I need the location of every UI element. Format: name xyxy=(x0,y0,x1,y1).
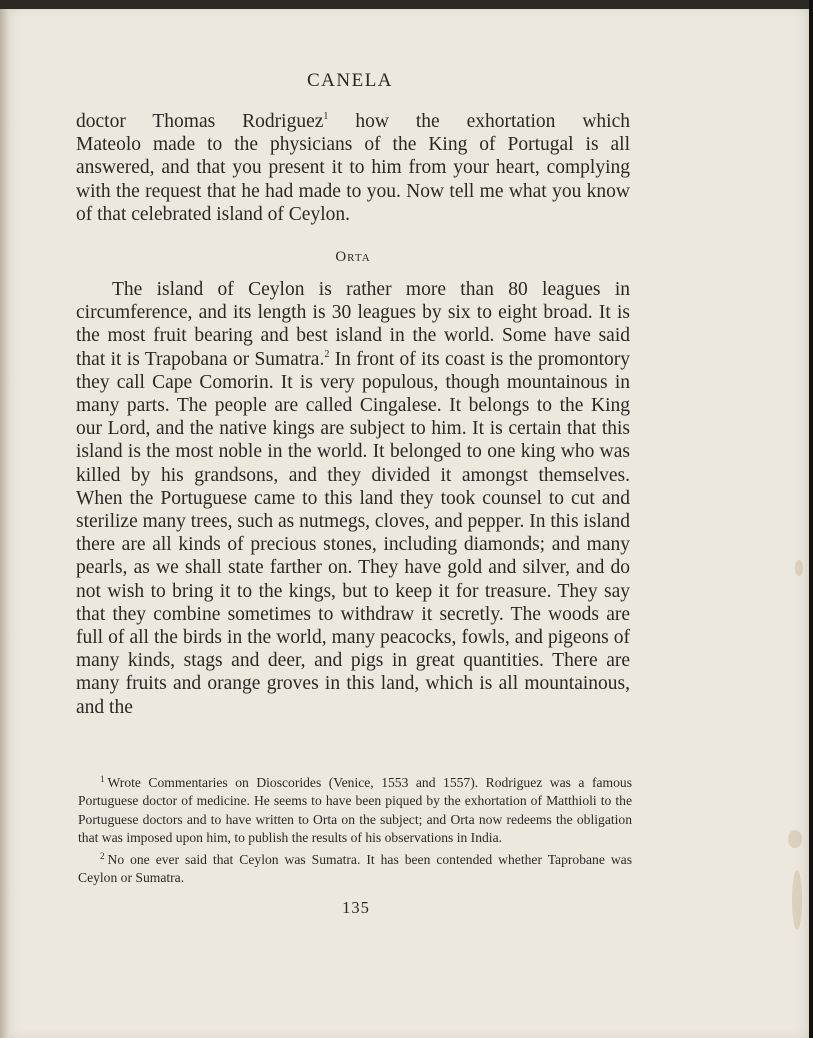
footnote-mark: 2 xyxy=(100,851,105,862)
speaker-heading: Orta xyxy=(335,249,371,265)
footnote-1 xyxy=(78,770,632,847)
intro-line-start: doctor Thomas Rodriguez xyxy=(76,111,324,132)
paper-stain xyxy=(788,830,802,848)
footnote-text: No one ever said that Ceylon was Sumatra. It has been contended whether Taprobane was Ceylon or Sumatra. xyxy=(78,852,632,886)
footnote-mark: 1 xyxy=(100,774,105,784)
intro-paragraph-text: Mateolo made to the physicians of the King of Portugal is all answered, and that you present it to him from your heart, complying with the request that he had made to you. Now tell me what you know of that celebrated island of Ceylon. xyxy=(76,134,630,225)
intro-paragraph xyxy=(76,110,630,226)
footnote-ref-2: 2 xyxy=(324,348,330,360)
orta-text-part2: In front of its coast is the promontory they call Cape Comorin. It is very populous, though mountainous in many parts. The people are called Cingalese. It belongs to the King our Lord, and the native kings are subject to him. It is certain that this island is the most noble in the world. It belonged to one king who was killed by his grandsons, and they divided it amongst themselves. When the Portuguese came to this land they took counsel to cut and sterilize many trees, such as nutmegs, cloves, and pepper. In this island there are all kinds of precious stones, including diamonds; and many pearls, as we shall state farther on. They have gold and silver, and do not wish to bring it to the kings, but to keep it for treasure. They say that they combine sometimes to withdraw it secretly. The woods are full of all the birds in the world, many peacocks, fowls, and pigeons of many kinds, stags and deer, and pigs in great quantities. There are many fruits and orange groves in this land, which is all mountainous, and the xyxy=(76,348,630,718)
orta-paragraph xyxy=(76,278,630,719)
footnote-ref-1: 1 xyxy=(323,111,329,122)
intro-line-end: how the exhortation which xyxy=(355,111,630,132)
running-head: CANELA xyxy=(306,70,394,91)
footnote-2 xyxy=(78,847,632,888)
page-number: 135 xyxy=(342,898,370,917)
intro-first-line xyxy=(76,110,630,133)
scan-right-edge xyxy=(809,0,813,1038)
orta-paragraph-text xyxy=(76,278,630,719)
paper-stain xyxy=(795,560,803,576)
footnote-text: Wrote Commentaries on Dioscorides (Venice, 1553 and 1557). Rodriguez was a famous Portuguese doctor of medicine. He seems to have been piqued by the exhortation of Matthioli to the Portuguese doctors and to have written to Orta on the subject; and Orta now redeems the obligation that was imposed upon him, to publish the results of his observations in India. xyxy=(78,775,632,845)
paper-stain xyxy=(792,870,802,930)
page-gutter xyxy=(0,9,10,1038)
footnotes xyxy=(78,770,632,888)
orta-text-part1: The island of Ceylon is rather more than 80 leagues in circumference, and its length is 30 leagues by six to eight broad. It is the most fruit bearing and best island in the world. Some have said that it is Trapobana or Sumatra. xyxy=(76,279,630,370)
